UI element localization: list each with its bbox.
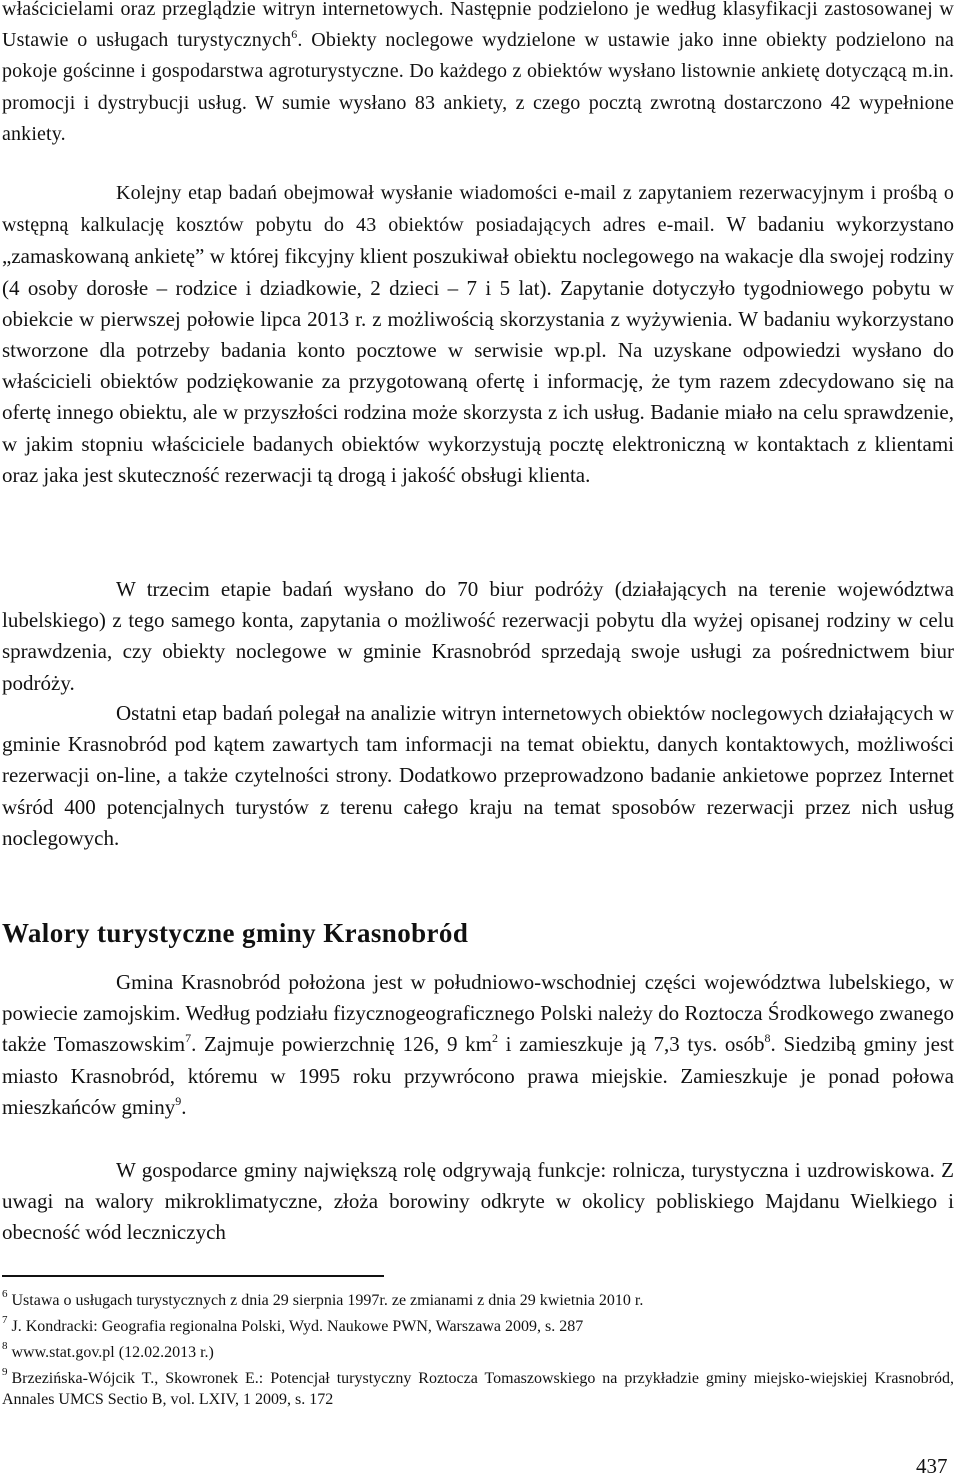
paragraph-text: Gmina Krasnobród położona jest w południowo-wschodniej części województwa lubelskiego, w powiecie zamojskim. Według podziału fizycznogeograficznego Polski należy do Roztocza Środkowego zwanego także Tomaszowskim: [2, 970, 954, 1057]
body-paragraph-3: W trzecim etapie badań wysłano do 70 biur podróży (działających na terenie województwa lubelskiego) z tego samego konta, zapytania o możliwość rezerwacji pobytu dla wyżej opisanej rodziny w celu sprawdzenia, czy obiekty noclegowe w gminie Krasnobród sprzedają swoje usługi za pośrednictwem biur podróży.: [2, 577, 954, 695]
footnote-7: [2, 1313, 954, 1337]
footnote-number: 9: [2, 1365, 8, 1378]
footnote-9: [2, 1365, 954, 1410]
paragraph-text: Kolejny etap badań obejmował wysłanie wiadomości e-mail z zapytaniem rezerwacyjnym i prośbą o wstępną kalkulację kosztów pobytu do 43 obiektów posiadających adres e-mail.: [2, 182, 954, 237]
paragraph-text: . Obiekty noclegowe wydzielone w ustawie jako inne obiekty podzielono na pokoje gościnne i gospodarstwa agroturystyczne. Do każdego z obiektów wysłano listownie ankietę dotyczącą m.in. promocji i dystrybucji usług. W sumie wysłano 83 ankiety, z czego pocztą zwrotną dostarczono 42 wypełnione ankiety.: [2, 29, 954, 145]
footnote-text: J. Kondracki: Geografia regionalna Polski, Wyd. Naukowe PWN, Warszawa 2009, s. 287: [11, 1318, 584, 1335]
footnote-text: www.stat.gov.pl (12.02.2013 r.): [11, 1344, 214, 1361]
footnote-6: [2, 1287, 954, 1311]
footnote-ref-9: 9: [175, 1093, 182, 1108]
footnote-number: 8: [2, 1339, 8, 1352]
footnote-8: [2, 1339, 954, 1363]
paragraph-text: i zamieszkuje ją 7,3 tys. osób: [497, 1032, 765, 1057]
paragraph-text: . Zajmuje powierzchnię 126, 9 km: [191, 1032, 492, 1057]
body-paragraph-4: Ostatni etap badań polegał na analizie witryn internetowych obiektów noclegowych działających w gminie Krasnobród pod kątem zawartych tam informacji na temat obiektu, danych kontaktowych, możliwości rezerwacji on-line, a także czytelności strony. Dodatkowo przeprowadzono badanie ankietowe poprzez Internet wśród 400 potencjalnych turystów z terenu całego kraju na temat sposobów rezerwacji przez nich usług noclegowych.: [2, 701, 954, 850]
section-heading: Walory turystyczne gminy Krasnobród: [2, 918, 469, 948]
paragraph-text: W badaniu wykorzystano „zamaskowaną ankietę” w której fikcyjny klient poszukiwał obiektu noclegowego na wakacje dla swojej rodziny (4 osoby dorosłe – rodzice i dziadkowie, 2 dzieci – 7 i 5 lat). Zapytanie dotyczyło tygodniowego pobytu w obiekcie w pierwszej połowie lipca 2013 r. z możliwością skorzystania z wyżywienia. W badaniu wykorzystano stworzone dla potrzeby badania konto pocztowe w serwisie wp.pl. Na uzyskane odpowiedzi wysłano do właścicieli obiektów podziękowanie za przygotowaną ofertę i informację, że tym razem zdecydowano się na ofertę innego obiektu, ale w przyszłości rodzina może skorzysta z ich usług. Badanie miało na celu sprawdzenie, w jakim stopniu właściciele badanych obiektów wykorzystują pocztę elektroniczną w kontaktach z klientami oraz jaka jest skuteczność rezerwacji tą drogą i jakość obsługi klienta.: [2, 212, 954, 487]
body-paragraph-1: [2, 0, 954, 150]
body-paragraph-6: W gospodarce gminy największą rolę odgrywają funkcje: rolnicza, turystyczna i uzdrowiskowa. Z uwagi na walory mikroklimatyczne, złoża borowiny odkryte w okolicy pobliskiego Majdanu Wielkiego i obecność wód leczniczych: [2, 1158, 954, 1245]
footnote-separator: [2, 1275, 384, 1277]
footnote-ref-8: 8: [764, 1031, 771, 1046]
paragraph-text: właścicielami oraz przeglądzie witryn internetowych. Następnie podzielono je według klasyfikacji zastosowanej w Ustawie o usługach turystycznych: [2, 0, 954, 52]
footnote-ref-7: 7: [185, 1031, 192, 1046]
footnote-number: 6: [2, 1287, 8, 1300]
body-paragraph-5: [2, 967, 954, 1123]
footnote-number: 7: [2, 1313, 8, 1326]
body-paragraph-2: [2, 178, 954, 491]
paragraph-text: . Siedzibą gminy jest miasto Krasnobród, któremu w 1995 roku przywrócono prawa miejskie. Zamieszkuje je ponad połowa mieszkańców gminy: [2, 1032, 954, 1119]
superscript-square: 2: [491, 1031, 498, 1046]
page-number: 437: [916, 1454, 948, 1478]
footnote-ref-6: 6: [291, 26, 298, 41]
footnote-text: Brzezińska-Wójcik T., Skowronek E.: Potencjał turystyczny Roztocza Tomaszowskiego na przykładzie gminy miejsko-wiejskiej Krasnobród, Annales UMCS Sectio B, vol. LXIV, 1 2009, s. 172: [2, 1370, 954, 1408]
footnote-text: Ustawa o usługach turystycznych z dnia 29 sierpnia 1997r. ze zmianami z dnia 29 kwietnia 2010 r.: [11, 1292, 644, 1309]
paragraph-text: .: [181, 1094, 187, 1119]
